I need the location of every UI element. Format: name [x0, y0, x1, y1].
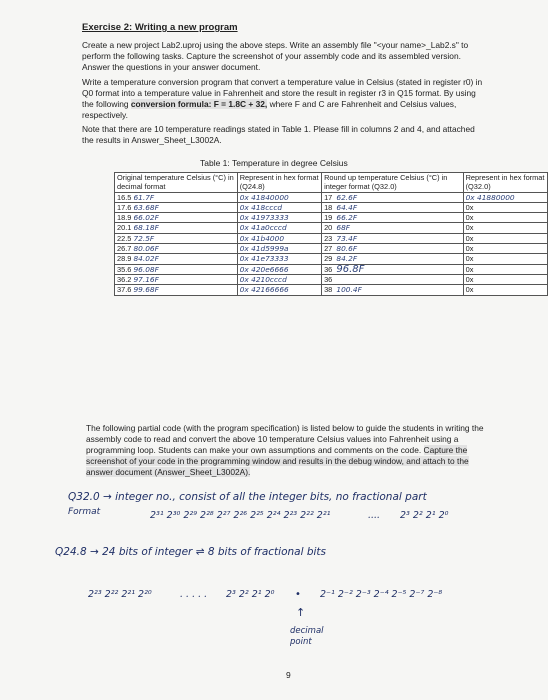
table-row: [115, 213, 548, 223]
fahrenheit-note: 63.68F: [133, 202, 159, 212]
fahrenheit-note: 68.18F: [133, 223, 159, 233]
table-row: [115, 254, 548, 264]
binary-point: •: [295, 589, 301, 600]
rounded-value: 29: [324, 254, 333, 264]
hex-q24-8: 0x 41973333: [237, 213, 321, 223]
hex-q32-0: 0x: [463, 213, 547, 223]
celsius-value: 35.6: [117, 264, 132, 274]
decimal-point-arrow: ↑: [296, 606, 306, 619]
table-row: [115, 192, 548, 202]
table-row: [115, 285, 548, 295]
hex-q24-8: 0x 42166666: [237, 285, 321, 295]
table-row: [115, 264, 548, 274]
q24-bit-weights-high: 2²³ 2²² 2²¹ 2²⁰: [88, 589, 152, 600]
task-text-b: where F and C are Fahrenheit and Celsius values, respectively.: [82, 99, 457, 120]
rounded-value: 27: [324, 244, 333, 254]
hex-q24-8: 0x 41d5999a: [237, 244, 321, 254]
q24-note: Q24.8 → 24 bits of integer ⇌ 8 bits of fractional bits: [55, 546, 327, 558]
table-header-row: [115, 173, 548, 193]
hex-q24-8: 0x 420e6666: [237, 264, 321, 274]
fahrenheit-note: 61.7F: [133, 192, 155, 202]
table-row: [115, 274, 548, 284]
hex-q32-0: 0x: [463, 233, 547, 243]
rounded-value: 38: [324, 285, 333, 295]
header-hex-q24-8: Represent in hex format (Q24.8): [237, 173, 321, 193]
fahrenheit-note: 66.02F: [133, 213, 159, 223]
code-guide-text: The following partial code (with the program specification) is listed below to guide the students in writing the assembly code to read and convert the above 10 temperature Celsius values into Fahrenheit using a programming loop. Students can make your own assumptions and comments on the code.: [86, 423, 484, 455]
hex-q24-8: 0x 41b4000: [237, 233, 321, 243]
paragraph-task: [82, 77, 488, 121]
rounded-value: 23: [324, 233, 333, 243]
hex-q24-8: 0x 41a0cccd: [237, 223, 321, 233]
header-hex-q32-0: Represent in hex format (Q32.0): [463, 173, 547, 193]
rounded-fahrenheit: 84.2F: [336, 254, 358, 264]
table-caption: Table 1: Temperature in degree Celsius: [200, 158, 348, 168]
q24-dots: . . . . .: [180, 589, 208, 600]
exercise-title: Exercise 2: Writing a new program: [82, 22, 238, 33]
fahrenheit-note: 80.06F: [133, 244, 159, 254]
q24-integer-low-bits: 2³ 2² 2¹ 2⁰: [226, 589, 275, 600]
fahrenheit-note: 96.08F: [133, 264, 159, 274]
hex-q24-8: 0x 41840000: [237, 192, 321, 202]
hex-q32-0: 0x: [463, 202, 547, 212]
code-guide-highlight: Capture the screenshot of your code in the programming window and results in the debug window, and attach to the answer document (Answer_Sheet_L3002A).: [86, 445, 469, 477]
hex-q24-8: 0x 41e73333: [237, 254, 321, 264]
table-row: [115, 202, 548, 212]
fahrenheit-note: 84.02F: [133, 254, 159, 264]
task-text-a: Write a temperature conversion program that convert a temperature value in Celsius (stated in register r0) in Q0 format into a temperature value in Fahrenheit and store the result in register r3 in Q15 format. By using the following: [82, 77, 483, 109]
fahrenheit-note: 72.5F: [133, 233, 155, 243]
header-original: Original temperature Celsius (°C) in decimal format: [115, 173, 238, 193]
q24-fraction-bits: 2⁻¹ 2⁻² 2⁻³ 2⁻⁴ 2⁻⁵ 2⁻⁷ 2⁻⁸: [320, 589, 443, 600]
rounded-value: 17: [324, 192, 333, 202]
table-row: [115, 233, 548, 243]
rounded-fahrenheit: 62.6F: [336, 192, 358, 202]
rounded-value: 18: [324, 202, 333, 212]
table-row: [115, 223, 548, 233]
q32-dots: ....: [368, 510, 381, 521]
page-number: 9: [286, 670, 291, 680]
q32-bit-weights-low: 2³ 2² 2¹ 2⁰: [400, 510, 449, 521]
rounded-fahrenheit: 66.2F: [336, 213, 358, 223]
celsius-value: 18.9: [117, 213, 132, 223]
rounded-value: 36: [324, 264, 333, 274]
paragraph-note: Note that there are 10 temperature readings stated in Table 1. Please fill in columns 2 and 4, and attached the results in Answer_Sheet_L3002A.: [82, 124, 475, 145]
celsius-value: 36.2: [117, 274, 132, 284]
celsius-value: 16.5: [117, 192, 132, 202]
rounded-fahrenheit: 68F: [336, 223, 351, 233]
rounded-value: 36: [324, 274, 333, 284]
rounded-fahrenheit: 80.6F: [336, 244, 358, 254]
fahrenheit-note: 99.68F: [133, 285, 159, 295]
q32-note: Q32.0 → integer no., consist of all the integer bits, no fractional part: [68, 491, 427, 503]
q32-bit-weights-high: 2³¹ 2³⁰ 2²⁹ 2²⁸ 2²⁷ 2²⁶ 2²⁵ 2²⁴ 2²³ 2²² 2²¹: [150, 510, 331, 521]
table-row: [115, 244, 548, 254]
celsius-value: 37.6: [117, 285, 132, 295]
rounded-value: 19: [324, 213, 333, 223]
temperature-table: [114, 172, 548, 296]
celsius-value: 20.1: [117, 223, 132, 233]
hex-q32-0: 0x: [463, 264, 547, 274]
rounded-fahrenheit: 73.4F: [336, 233, 358, 243]
hex-q32-0: 0x: [463, 223, 547, 233]
hex-q32-0: 0x: [463, 254, 547, 264]
hex-q24-8: 0x 4210cccd: [237, 274, 321, 284]
fahrenheit-note: 97.16F: [133, 274, 159, 284]
rounded-value: 20: [324, 223, 333, 233]
conversion-formula: conversion formula: F = 1.8C + 32,: [130, 99, 268, 109]
rounded-fahrenheit: 100.4F: [336, 285, 362, 295]
hex-q32-0: 0x: [463, 274, 547, 284]
paragraph-code-guide: [86, 423, 488, 478]
hex-q24-8: 0x 418cccd: [237, 202, 321, 212]
merged-fahrenheit-note: 96.8F: [336, 263, 365, 275]
celsius-value: 26.7: [117, 244, 132, 254]
header-round-up: Round up temperature Celsius (°C) in integer format (Q32.0): [322, 173, 464, 193]
format-label: Format: [68, 507, 101, 517]
celsius-value: 28.9: [117, 254, 132, 264]
hex-q32-0: 0x: [463, 285, 547, 295]
celsius-value: 17.6: [117, 202, 132, 212]
rounded-fahrenheit: 64.4F: [336, 202, 358, 212]
hex-q32-0: 0x: [463, 244, 547, 254]
paragraph-intro: Create a new project Lab2.uproj using the above steps. Write an assembly file "<your name>_Lab2.s" to perform the following tasks. Capture the screenshot of your assembly code and its assembled version. Answer the questions in your answer document.: [82, 40, 469, 72]
decimal-point-label: decimal point: [290, 626, 324, 647]
hex-q32-0: 0x 41880000: [463, 192, 547, 202]
celsius-value: 22.5: [117, 233, 132, 243]
